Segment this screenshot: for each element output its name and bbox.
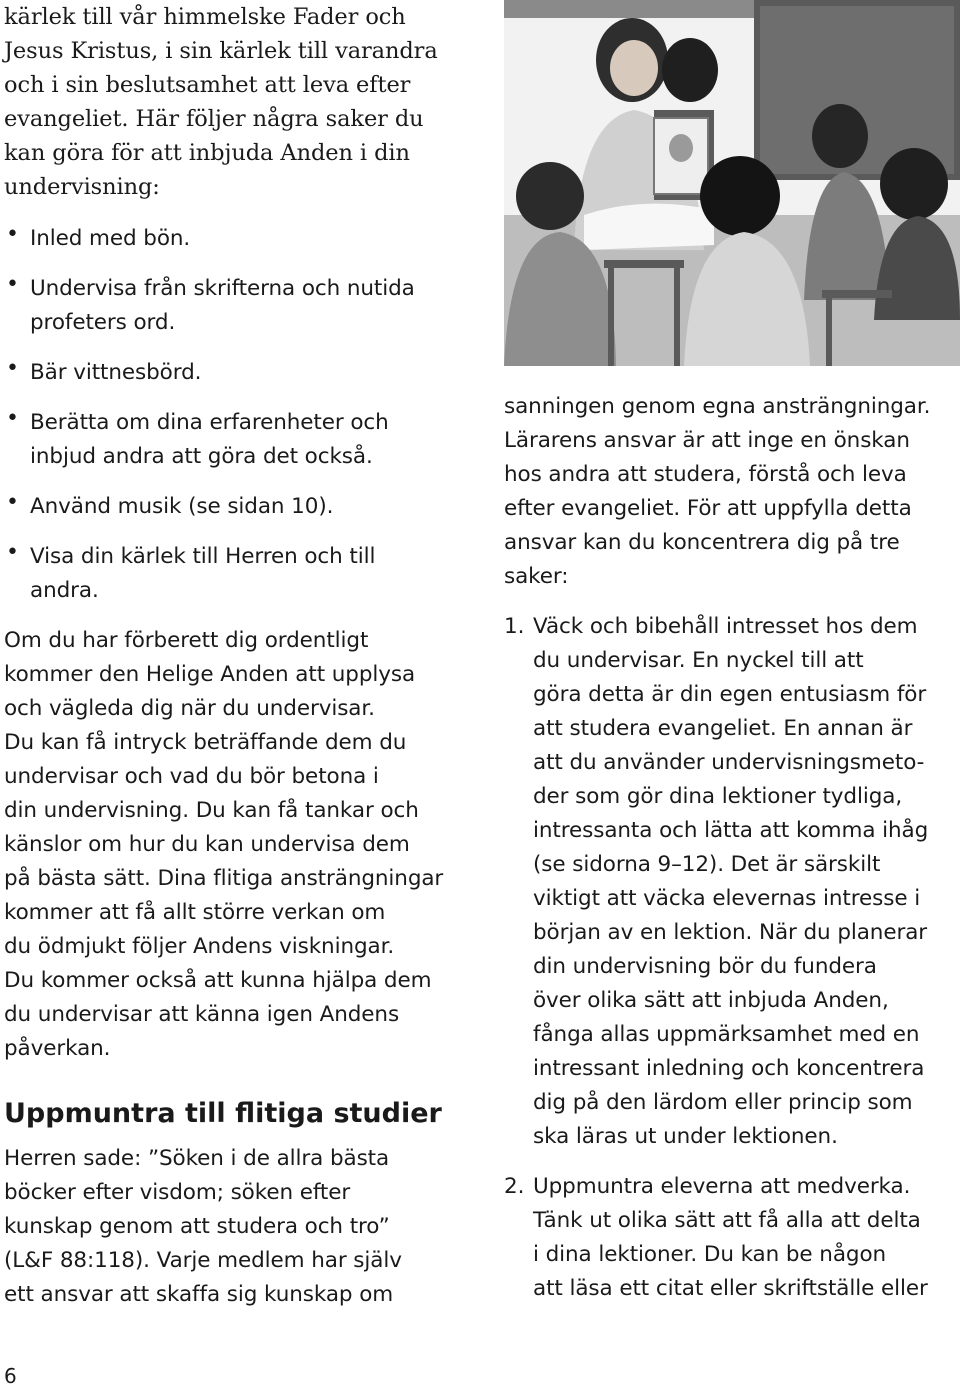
bullet-icon: • [6, 540, 19, 565]
right-column [504, 390, 960, 1306]
numbered-list [504, 610, 960, 1306]
intro-paragraph: sanningen genom egna ansträngningar. Lärarens ansvar är att inge en önskan hos andra att studera, förstå och leva efter evangeliet. För att uppfylla detta ansvar kan du koncentrera dig på tre saker: [504, 394, 931, 589]
list-item: 2. Uppmuntra eleverna att medverka. Tänk ut olika sätt att få alla att delta i dina lektioner. Du kan be någon att läsa ett citat eller skriftställe eller [504, 1170, 960, 1306]
classroom-photo [504, 0, 960, 366]
quote-paragraph: Herren sade: ”Söken i de allra bästa böcker efter visdom; söken efter kunskap genom att studera och tro” (L&F 88:118). Varje medlem har själv ett ansvar att skaffa sig kunskap om [4, 1146, 402, 1307]
section-heading: Uppmuntra till flitiga studier [4, 1098, 442, 1129]
list-number: 2. [504, 1174, 525, 1199]
body-paragraph: Om du har förberett dig ordentligt kommer den Helige Anden att upplysa och vägleda dig när du undervisar. Du kan få intryck beträffande dem du undervisar och vad du bör betona i din undervisning. Du kan få tankar och känslor om hur du kan undervisa dem på bästa sätt. Dina flitiga ansträngningar kommer att få allt större verkan om du ödmjukt följer Andens viskningar. Du kommer också att kunna hjälpa dem du undervisar att känna igen Andens påverkan. [4, 628, 444, 1061]
intro-paragraph: kärlek till vår himmelske Fader och Jesus Kristus, i sin kärlek till varandra och i sin beslutsamhet att leva efter evangeliet. Här följer några saker du kan göra för att inbjuda Anden i din undervisning: [4, 4, 438, 200]
bullet-icon: • [6, 356, 19, 381]
page-number: 6 [4, 1364, 17, 1388]
bullet-icon: • [6, 222, 19, 247]
list-item: • Undervisa från skrifterna och nutida profeters ord. [6, 272, 415, 335]
list-item: • Inled med bön. [6, 222, 191, 251]
classroom-illustration [504, 0, 960, 366]
bullet-icon: • [6, 406, 19, 431]
list-item: 1. Väck och bibehåll intresset hos dem du undervisar. En nyckel till att göra detta är din egen entusiasm för att studera evangeliet. En annan är att du använder undervisningsmeto- der som gör dina lektioner tydliga, intressanta och lätta att komma ihåg (se sidorna 9–12). Det är särskilt viktigt att väcka elevernas intresse i början av en lektion. När du planerar din undervisning bör du fundera över olika sätt att inbjuda Anden, fånga allas uppmärksamhet med en intressant inledning och koncentrera dig på den lärdom eller princip som ska läras ut under lektionen. [504, 610, 960, 1154]
list-item: • Berätta om dina erfarenheter och inbjud andra att göra det också. [6, 406, 389, 469]
bullet-icon: • [6, 490, 19, 515]
left-column [4, 0, 480, 1312]
bullet-icon: • [6, 272, 19, 297]
list-item: • Använd musik (se sidan 10). [6, 490, 334, 519]
bullet-list [4, 222, 480, 608]
list-item: • Visa din kärlek till Herren och till andra. [6, 540, 376, 603]
list-item: • Bär vittnesbörd. [6, 356, 202, 385]
list-number: 1. [504, 614, 525, 639]
